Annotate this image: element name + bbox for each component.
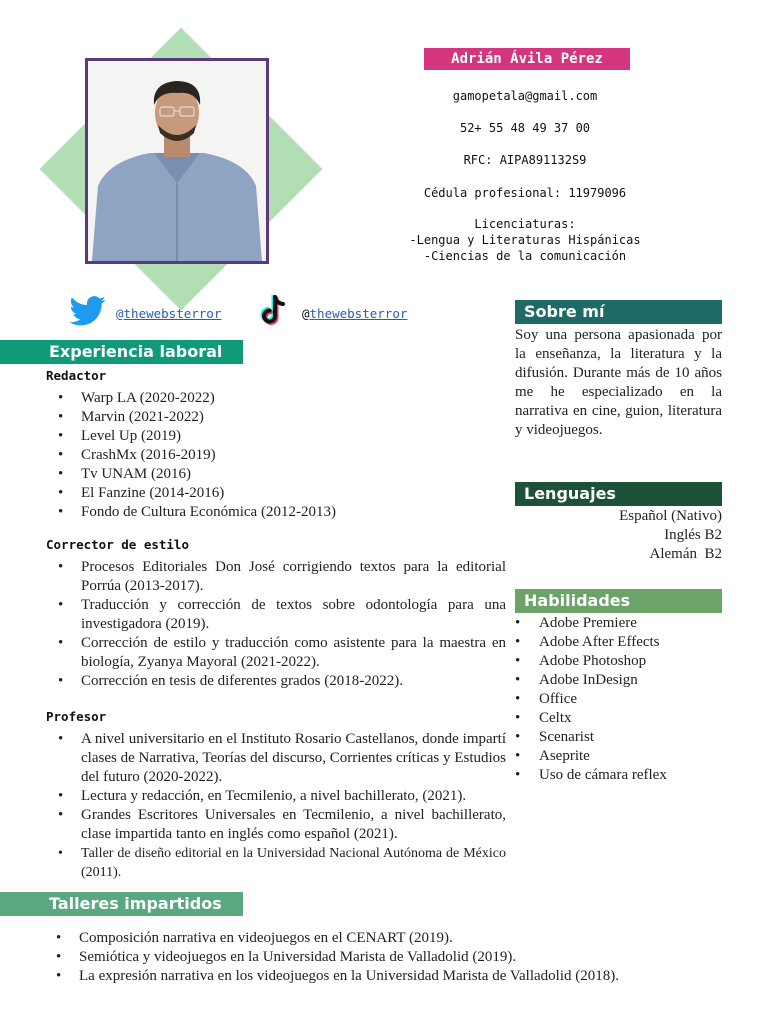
- role-title-redactor: Redactor: [46, 368, 107, 383]
- email-text: gamopetala@gmail.com: [452, 89, 598, 103]
- about-text: Soy una persona apasionada por la enseñanza, la literatura y la difusión. Durante más de 10 años me he especializado en la narrativa en cine, guion, literatura y videojuegos.: [515, 327, 722, 438]
- twitter-icon: [70, 296, 106, 331]
- workshops-heading: Talleres impartidos: [0, 892, 243, 916]
- language-item: Español (Nativo): [619, 508, 722, 524]
- list-item: • Composición narrativa en videojuegos en el CENART (2019).: [44, 929, 724, 948]
- list-item: • Warp LA (2020-2022): [46, 389, 506, 408]
- redactor-list: [46, 389, 506, 522]
- tiktok-row: [258, 296, 407, 330]
- workshops-list: [44, 929, 724, 986]
- languages-heading: Lenguajes: [515, 482, 722, 506]
- skill-item: • Adobe Photoshop: [515, 652, 667, 671]
- languages-list: [515, 507, 722, 564]
- degrees-label: Licenciaturas:: [474, 217, 576, 231]
- skills-heading: Habilidades: [515, 589, 722, 613]
- name-badge: Adrián Ávila Pérez: [424, 48, 630, 70]
- skills-list: [515, 614, 667, 785]
- rfc-text: RFC: AIPA891132S9: [463, 153, 587, 167]
- profesor-list: [46, 730, 506, 882]
- phone-text: 52+ 55 48 49 37 00: [459, 121, 591, 135]
- skill-item: • Adobe After Effects: [515, 633, 667, 652]
- skill-item: • Office: [515, 690, 667, 709]
- language-item: Inglés B2: [664, 527, 722, 543]
- list-item: • Traducción y corrección de textos sobre odontología para una investigadora (2019).: [46, 596, 506, 634]
- twitter-row: [70, 296, 221, 330]
- about-heading: Sobre mí: [515, 300, 722, 324]
- skill-item: • Adobe Premiere: [515, 614, 667, 633]
- list-item: • Taller de diseño editorial en la Universidad Nacional Autónoma de México (2011).: [46, 844, 506, 882]
- role-title-profesor: Profesor: [46, 709, 107, 724]
- list-item: • Marvin (2021-2022): [46, 408, 506, 427]
- list-item: • A nivel universitario en el Instituto Rosario Castellanos, donde impartí clases de Narrativa, Teorías del discurso, Corrientes críticas y Estudios del futuro (2020-2022).: [46, 730, 506, 787]
- degree-item: -Ciencias de la comunicación: [423, 249, 627, 263]
- list-item: • Lectura y redacción, en Tecmilenio, a nivel bachillerato, (2021).: [46, 787, 506, 806]
- list-item: • Tv UNAM (2016): [46, 465, 506, 484]
- list-item: • Semiótica y videojuegos en la Universidad Marista de Valladolid (2019).: [44, 948, 724, 967]
- list-item: • Corrección en tesis de diferentes grados (2018-2022).: [46, 672, 506, 691]
- tiktok-icon: [258, 295, 288, 332]
- list-item: • Grandes Escritores Universales en Tecmilenio, a nivel bachillerato, clase impartida tanto en inglés como español (2021).: [46, 806, 506, 844]
- cedula-text: Cédula profesional: 11979096: [423, 186, 627, 200]
- skill-item: • Adobe InDesign: [515, 671, 667, 690]
- skill-item: • Scenarist: [515, 728, 667, 747]
- list-item: • Procesos Editoriales Don José corrigiendo textos para la editorial Porrúa (2013-2017).: [46, 558, 506, 596]
- profile-photo: [85, 58, 269, 264]
- list-item: • Fondo de Cultura Económica (2012-2013): [46, 503, 506, 522]
- skill-item: • Celtx: [515, 709, 667, 728]
- degree-item: -Lengua y Literaturas Hispánicas: [409, 233, 641, 247]
- skill-item: • Aseprite: [515, 747, 667, 766]
- list-item: • Level Up (2019): [46, 427, 506, 446]
- twitter-handle-link[interactable]: @thewebsterror: [116, 305, 222, 321]
- skill-item: • Uso de cámara reflex: [515, 766, 667, 785]
- role-title-corrector: Corrector de estilo: [46, 537, 189, 552]
- list-item: • CrashMx (2016-2019): [46, 446, 506, 465]
- corrector-list: [46, 558, 506, 691]
- experience-heading: Experiencia laboral: [0, 340, 243, 364]
- list-item: • Corrección de estilo y traducción como asistente para la maestra en biología, Zyanya Mayoral (2021-2022).: [46, 634, 506, 672]
- tiktok-handle-link[interactable]: thewebsterror: [309, 305, 408, 321]
- tiktok-at-sign: @: [302, 305, 310, 321]
- list-item: • El Fanzine (2014-2016): [46, 484, 506, 503]
- list-item: • La expresión narrativa en los videojuegos en la Universidad Marista de Valladolid (2018).: [44, 967, 724, 986]
- language-item: Alemán B2: [649, 546, 722, 562]
